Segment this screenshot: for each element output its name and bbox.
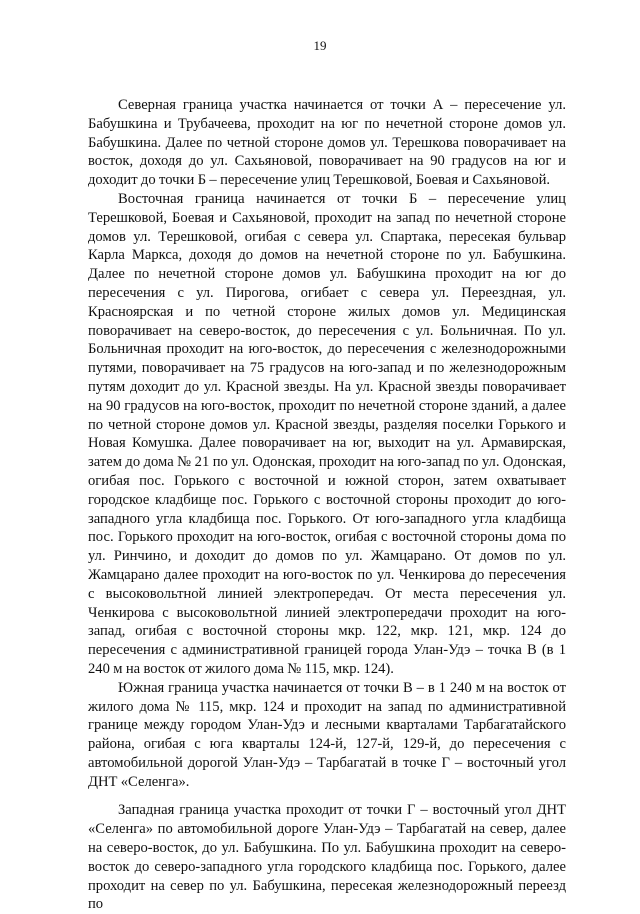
paragraph-west-border: Западная граница участка проходит от точки Г – восточный угол ДНТ «Селенга» по автомобильной дороге Улан-Удэ – Тарбагатай на север, далее на северо-восток, до ул. Бабушкина. По ул. Бабушкина проходит на северо-восток до северо-западного угла городского кладбища пос. Горького, далее проходит на север по ул. Бабушкина, пересекая железнодорожный переезд по [88, 802, 566, 913]
paragraph-south-border: Южная граница участка начинается от точки В – в 1 240 м на восток от жилого дома № 115, мкр. 124 и проходит на запад по административной границе между городом Улан-Удэ и лесными кварталами Тарбагатайского района, огибая с юга кварталы 124-й, 127-й, 129-й, до пересечения с автомобильной дорогой Улан-Удэ – Тарбагатай в точке Г – восточный угол ДНТ «Селенга». [88, 679, 566, 790]
body-text [88, 96, 566, 914]
paragraph-north-border: Северная граница участка начинается от точки А – пересечение ул. Бабушкина и Трубачеева, проходит на юг по нечетной стороне домов ул. Бабушкина. Далее по четной стороне домов ул. Терешкова поворачивает на восток, доходя до ул. Сахьяновой, поворачивает на 90 градусов на юг и доходит до точки Б – пересечение улиц Терешковой, Боевая и Сахьяновой. [88, 97, 566, 189]
page-number: 19 [313, 38, 327, 53]
paragraph-east-border: Восточная граница начинается от точки Б – пересечение улиц Терешковой, Боевая и Сахьяновой, проходит на запад по нечетной стороне домов ул. Терешковой, огибая с севера ул. Спартака, пересекая бульвар Карла Маркса, доходя до домов на нечетной стороне по ул. Бабушкина. Далее по нечетной стороне домов ул. Бабушкина проходит на юг до пересечения с ул. Пирогова, огибает с севера ул. Переездная, ул. Красноярская и по четной стороне жилых домов ул. Медицинская поворачивает на северо-восток, до пересечения с ул. Больничная. По ул. Больничная проходит на юго-восток, до пересечения с железнодорожными путями, поворачивает на 75 градусов на юго-запад и по железнодорожным путям доходит до ул. Красной звезды. На ул. Красной звезды поворачивает на 90 градусов на юго-восток, проходит по нечетной стороне зданий, а далее по четной стороне домов ул. Красной звезды, разделяя поселки Горького и Новая Комушка. Далее поворачивает на юг, выходит на ул. Армавирская, затем до дома № 21 по ул. Одонская, проходит на юго-запад по ул. Одонская, огибая пос. Горького с восточной и южной сторон, затем охватывает городское кладбище пос. Горького с восточной стороны проходит до юго-западного угла кладбища пос. Горького. От юго-западного угла кладбища пос. Горького проходит на юго-восток, огибая с восточной стороны дома по ул. Ринчино, и доходит до домов по ул. Жамцарано. От домов по ул. Жамцарано далее проходит на юго-восток по ул. Ченкирова до пересечения с высоковольтной линией электропередач. От места пересечения ул. Ченкирова с высоковольтной линией электропередачи проходит на юго-запад, огибая с восточной стороны мкр. 122, мкр. 121, мкр. 124 до пересечения с административной границей города Улан-Удэ – точка В (в 1 240 м на восток от жилого дома № 115, мкр. 124). [88, 190, 566, 677]
